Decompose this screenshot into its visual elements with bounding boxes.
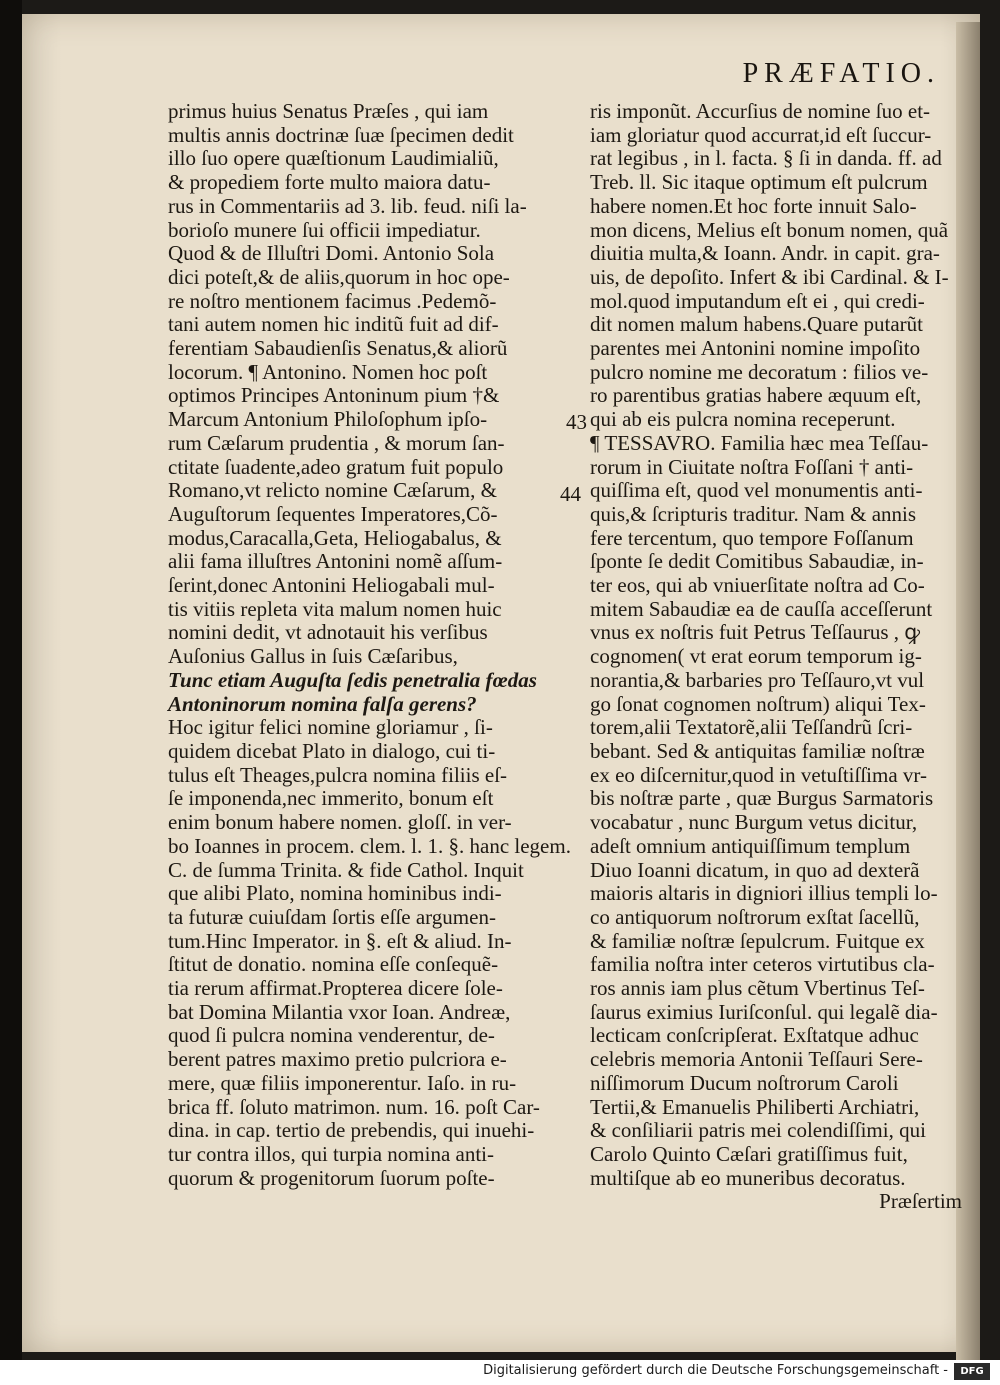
text-line: parentes mei Antonini nomine impoſito: [590, 336, 921, 361]
dfg-logo: DFG: [954, 1363, 990, 1380]
margin-number-44: 44: [560, 482, 581, 506]
page-header: PRÆFATIO.: [742, 58, 940, 89]
text-line: que alibi Plato, nomina hominibus indi-: [168, 881, 502, 906]
text-line: qui ab eis pulcra nomina receperunt.: [590, 407, 896, 432]
text-line: norantia,& barbaries pro Teſſauro,vt vul: [590, 667, 925, 692]
text-line: mon dicens, Melius eſt bonum nomen, quã: [590, 217, 949, 242]
text-line: ros annis iam plus cẽtum Vbertinus Teſ-: [590, 976, 925, 1001]
text-line: primus huius Senatus Præſes , qui iam: [168, 99, 489, 123]
text-line: Carolo Quinto Cæſari gratiſſimus fuit,: [590, 1141, 908, 1166]
text-line: Treb. ll. Sic itaque optimum eſt pulcrum: [590, 170, 928, 195]
text-line: maioris altaris in digniori illius templi lo-: [590, 881, 938, 906]
text-line: Romano,vt relicto nomine Cæſarum, &: [168, 478, 497, 503]
text-line: tis vitiis repleta vita malum nomen huic: [168, 596, 502, 621]
text-line: quidem dicebat Plato in dialogo, cui ti-: [168, 738, 496, 763]
text-line: torem,alii Textatorẽ,alii Teſſandrũ ſcri-: [590, 715, 913, 740]
text-line: C. de ſumma Trinita. & fide Cathol. Inquit: [168, 857, 524, 882]
text-line: ſtitut de donatio. nomina eſſe conſequẽ-: [168, 952, 499, 977]
text-line: tulus eſt Theages,pulcra nomina filiis eſ-: [168, 762, 508, 787]
text-line: niſſimorum Ducum noſtrorum Caroli: [590, 1070, 899, 1095]
text-line: bebant. Sed & antiquitas familiæ noſtræ: [590, 738, 925, 763]
text-line: multiſque ab eo muneribus decoratus.: [590, 1165, 906, 1190]
text-line: illo ſuo opere quæſtionum Laudimialiũ,: [168, 146, 499, 171]
text-line: pulcro nomine me decoratum : filios ve-: [590, 359, 929, 384]
text-line: vocabatur , nunc Burgum vetus dicitur,: [590, 810, 918, 835]
text-line: ſerint,donec Antonini Heliogabali mul-: [168, 573, 495, 598]
text-line: ris imponũt. Accurſius de nomine ſuo et-: [590, 99, 931, 123]
text-line: co antiquorum noſtrorum exſtat ſacellũ,: [590, 904, 920, 929]
text-line: & conſiliarii patris mei colendiſſimi, qui: [590, 1118, 926, 1143]
text-line: Tertii,& Emanuelis Philiberti Archiatri,: [590, 1094, 920, 1119]
text-line: dina. in cap. tertio de prebendis, qui inuehi-: [168, 1118, 535, 1143]
text-line: berent patres maximo pretio pulcriora e-: [168, 1047, 507, 1072]
text-line: tum.Hinc Imperator. in §. eſt & aliud. In-: [168, 928, 512, 953]
text-line: fere tercentum, quo tempore Foſſanum: [590, 525, 914, 550]
text-line: Auguſtorum ſequentes Imperatores,Cõ-: [168, 501, 498, 526]
text-line: enim bonum habere nomen. gloſſ. in ver-: [168, 810, 512, 835]
text-line: brica ff. ſoluto matrimon. num. 16. poſt Car-: [168, 1094, 540, 1119]
text-line: re noſtro mentionem facimus .Pedemõ-: [168, 288, 497, 313]
text-line: tani autem nomen hic inditũ fuit ad dif-: [168, 312, 499, 337]
text-line: ſponte ſe dedit Comitibus Sabaudiæ, in-: [590, 549, 924, 574]
text-line: ro parentibus gratias habere æquum eſt,: [590, 383, 922, 408]
text-line: dici poteſt,& de aliis,quorum in hoc ope-: [168, 264, 510, 289]
text-line: Marcum Antonium Philoſophum ipſo-: [168, 407, 488, 432]
text-line: Auſonius Gallus in ſuis Cæſaribus,: [168, 644, 458, 669]
text-line: celebris memoria Antonii Teſſauri Sere-: [590, 1047, 923, 1072]
text-line: Hoc igitur felici nomine gloriamur , ſi-: [168, 715, 493, 740]
text-line: cognomen( vt erat eorum temporum ig-: [590, 644, 922, 669]
text-line: adeſt omnium antiquiſſimum templum: [590, 833, 911, 858]
text-line: quis,& ſcripturis traditur. Nam & annis: [590, 501, 917, 526]
text-line: borioſo munere ſui officii impediatur.: [168, 217, 481, 242]
right-column: [590, 100, 962, 1214]
text-line: optimos Principes Antoninum pium †&: [168, 383, 500, 408]
text-line: Tunc etiam Auguſta ſedis penetralia fœdas: [168, 667, 537, 692]
text-line: quorum & progenitorum ſuorum poſte-: [168, 1165, 495, 1190]
text-line: rat legibus , in l. facta. § ſi in danda. ff. ad: [590, 146, 942, 171]
text-line: nomini dedit, vt adnotauit his verſibus: [168, 620, 488, 645]
text-line: bat Domina Milantia vxor Ioan. Andreæ,: [168, 999, 511, 1024]
text-line: iam gloriatur quod accurrat,id eſt ſuccur-: [590, 122, 932, 147]
text-line: lecticam conſcripſerat. Exſtatque adhuc: [590, 1023, 919, 1048]
text-line: ta futuræ cuiuſdam ſortis eſſe argumen-: [168, 904, 496, 929]
footer-credit: Digitalisierung gefördert durch die Deutsche Forschungsgemeinschaft -: [483, 1363, 948, 1378]
text-line: uis, de depoſito. Infert & ibi Cardinal. & I-: [590, 264, 949, 289]
margin-number-43: 43: [566, 410, 587, 434]
text-line: & familiæ noſtræ ſepulcrum. Fuitque ex: [590, 928, 925, 953]
text-line: rorum in Ciuitate noſtra Foſſani † anti-: [590, 454, 914, 479]
text-line: go ſonat cognomen noſtrum) aliqui Tex-: [590, 691, 926, 716]
text-line: alii fama illuſtres Antonini nomẽ aſſum-: [168, 549, 503, 574]
text-line: Diuo Ioanni dicatum, in quo ad dexterã: [590, 857, 920, 882]
text-line: modus,Caracalla,Geta, Heliogabalus, &: [168, 525, 502, 550]
text-line: locorum. ¶ Antonino. Nomen hoc poſt: [168, 359, 488, 384]
footer-bar: [0, 1360, 1000, 1385]
text-line: mol.quod imputandum eſt ei , qui credi-: [590, 288, 925, 313]
text-line: ter eos, qui ab vniuerſitate noſtra ad Co-: [590, 573, 925, 598]
scan-background-left: [0, 0, 22, 1360]
text-line: diuitia multa,& Ioann. Andr. in capit. gra-: [590, 241, 940, 266]
text-line: quiſſima eſt, quod vel monumentis anti-: [590, 478, 923, 503]
text-line: bis noſtræ parte , quæ Burgus Sarmatoris: [590, 786, 934, 811]
text-line: rus in Commentariis ad 3. lib. feud. niſi la-: [168, 193, 527, 218]
text-line: ¶ TESSAVRO. Familia hæc mea Teſſau-: [590, 430, 929, 455]
text-line: ex eo diſcernitur,quod in vetuſtiſſima vr-: [590, 762, 927, 787]
text-line: bo Ioannes in procem. clem. l. 1. §. hanc legem.: [168, 833, 571, 858]
text-line: Quod & de Illuſtri Domi. Antonio Sola: [168, 241, 495, 266]
text-line: quod ſi pulcra nomina venderentur, de-: [168, 1023, 495, 1048]
text-line: mitem Sabaudiæ ea de cauſſa acceſſerunt: [590, 596, 933, 621]
text-line: rum Cæſarum prudentia , & morum ſan-: [168, 430, 505, 455]
text-line: tur contra illos, qui turpia nomina anti-: [168, 1141, 495, 1166]
text-line: familia noſtra inter ceteros virtutibus cla-: [590, 952, 935, 977]
text-line: habere nomen.Et hoc forte innuit Salo-: [590, 193, 917, 218]
text-line: multis annis doctrinæ ſuæ ſpecimen dedit: [168, 122, 514, 147]
text-line: vnus ex noſtris fuit Petrus Teſſaurus , ꝙ: [590, 620, 921, 645]
text-line: & propediem forte multo maiora datu-: [168, 170, 491, 195]
text-line: mere, quæ filiis imponerentur. Iaſo. in ru-: [168, 1070, 517, 1095]
text-line: ſe imponenda,nec immerito, bonum eſt: [168, 786, 494, 811]
text-line: ctitate ſuadente,adeo gratum fuit populo: [168, 454, 504, 479]
text-line: ferentiam Sabaudienſis Senatus,& aliorũ: [168, 336, 508, 361]
text-line: ſaurus eximius Iuriſconſul. qui legalẽ dia-: [590, 999, 938, 1024]
text-line: tia rerum affirmat.Propterea dicere ſole-: [168, 976, 503, 1001]
text-line: dit nomen malum habens.Quare putarũt: [590, 312, 923, 337]
text-line: Antoninorum nomina falſa gerens?: [168, 691, 477, 716]
text-line: Præſertim: [879, 1189, 962, 1214]
